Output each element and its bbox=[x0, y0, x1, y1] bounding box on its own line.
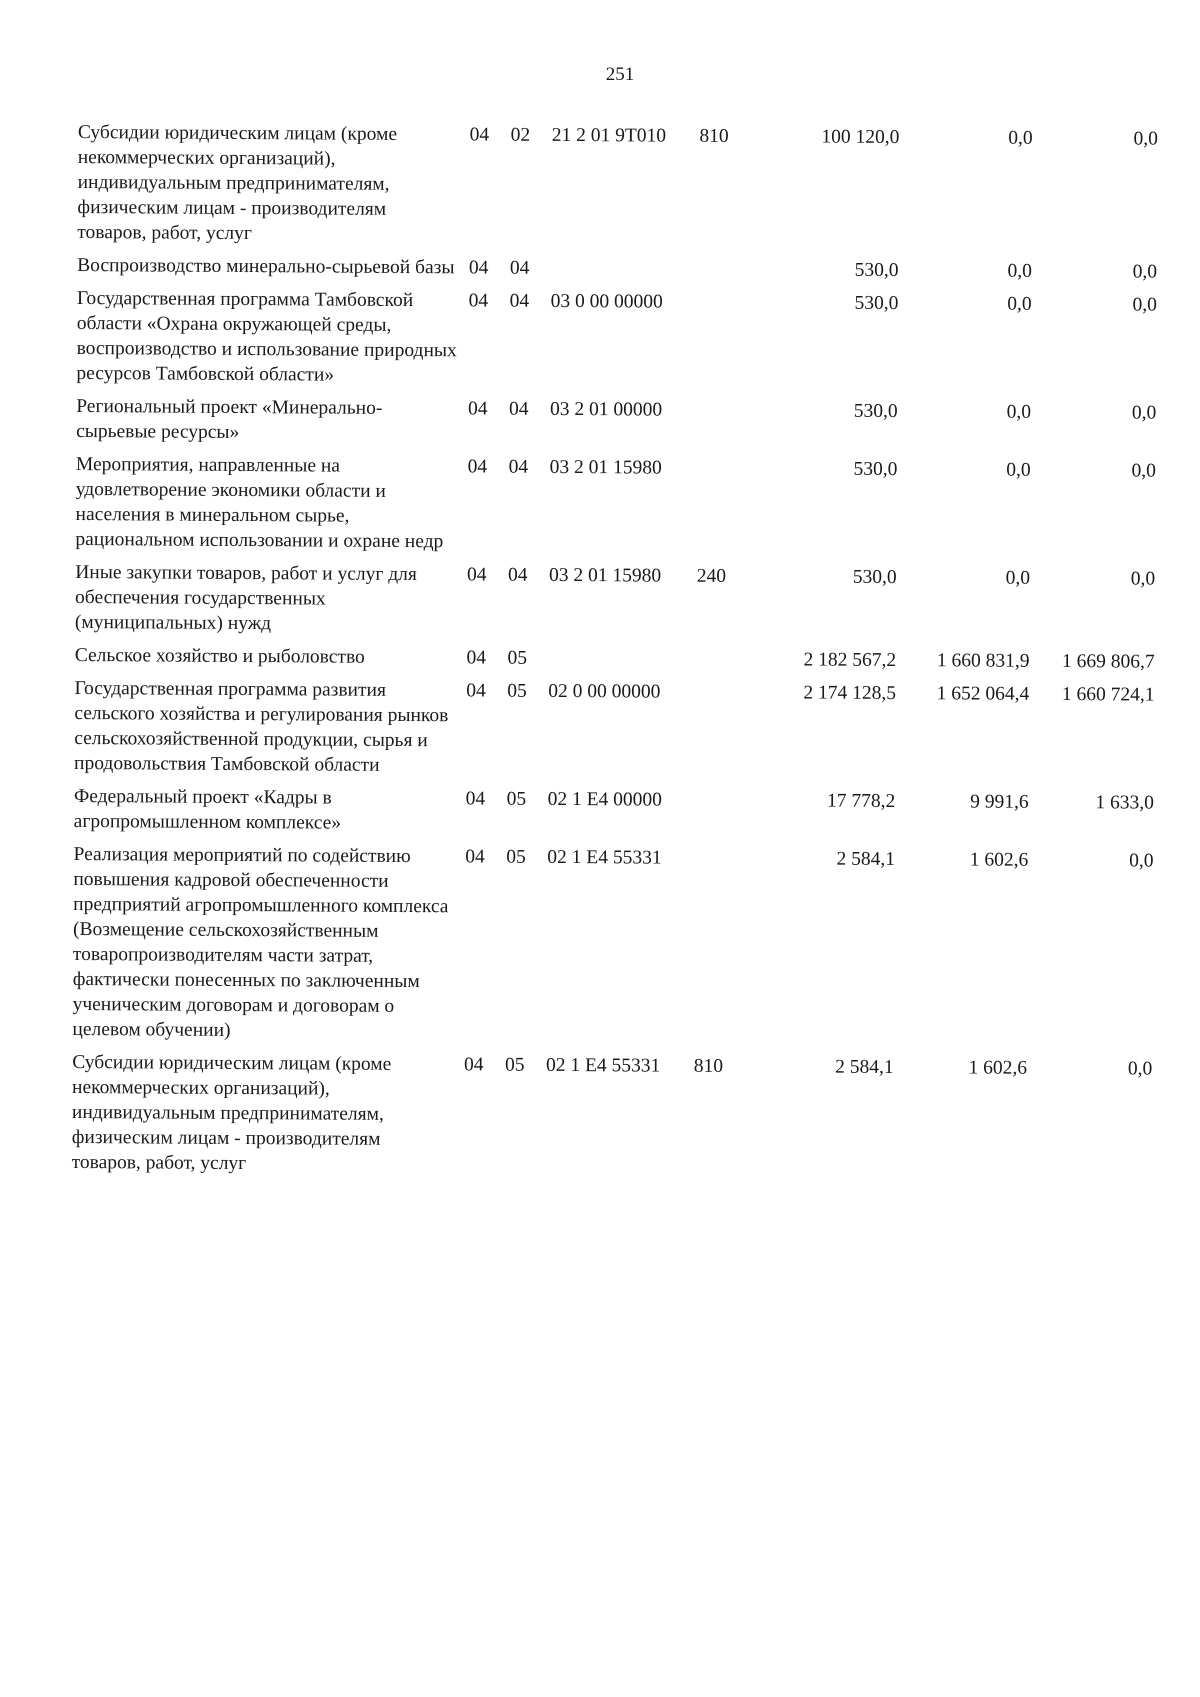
row-target-article bbox=[548, 646, 696, 680]
row-section: 04 bbox=[465, 846, 485, 868]
row-name: Воспроизводство минерально-сырьевой базы bbox=[77, 254, 455, 279]
row-subsection: 05 bbox=[507, 647, 528, 669]
row-amount-year1: 17 778,2 bbox=[827, 790, 896, 813]
row-section: 04 bbox=[469, 124, 490, 146]
row-name: Субсидии юридическим лицам (кроме некоммерческих организаций), индивидуальным предпринимателям, физическим лицам - производителям товаров, работ, услуг bbox=[71, 1051, 392, 1175]
row-amount-year3: 0,0 bbox=[1130, 568, 1156, 590]
row-amount-year3: 1 660 724,1 bbox=[1061, 684, 1155, 706]
row-section: 04 bbox=[465, 788, 486, 810]
row-expense-type: 240 bbox=[696, 565, 727, 587]
row-amount-year3: 1 633,0 bbox=[1095, 792, 1154, 814]
row-expense-type bbox=[697, 398, 749, 456]
row-target-article: 02 1 Е4 55331 bbox=[545, 1054, 661, 1077]
row-amount-year2: 0,0 bbox=[1008, 127, 1033, 149]
row-amount-year2: 1 652 064,4 bbox=[936, 683, 1030, 705]
row-expense-type bbox=[698, 257, 749, 290]
row-target-article bbox=[551, 256, 699, 290]
table-row bbox=[72, 842, 1153, 1057]
table-row bbox=[76, 394, 1156, 459]
row-amount-year2: 1 602,6 bbox=[968, 1057, 1028, 1079]
row-expense-type: 810 bbox=[693, 1055, 724, 1077]
row-target-article: 03 2 01 15980 bbox=[549, 456, 662, 479]
row-amount-year2: 0,0 bbox=[1005, 567, 1031, 589]
row-amount-year1: 530,0 bbox=[852, 566, 897, 589]
row-amount-year1: 530,0 bbox=[854, 259, 899, 282]
row-target-article: 21 2 01 9Т010 bbox=[551, 124, 667, 147]
row-amount-year3: 0,0 bbox=[1132, 261, 1158, 283]
row-expense-type bbox=[698, 290, 750, 398]
row-subsection: 04 bbox=[508, 398, 529, 420]
row-name: Сельское хозяйство и рыболовство bbox=[74, 644, 365, 668]
row-section: 04 bbox=[468, 290, 489, 312]
row-amount-year2: 0,0 bbox=[1006, 401, 1032, 423]
row-expense-type bbox=[696, 647, 747, 680]
row-expense-type bbox=[695, 788, 747, 846]
row-amount-year3: 0,0 bbox=[1129, 850, 1154, 872]
row-amount-year2: 0,0 bbox=[1007, 293, 1032, 315]
row-amount-year2: 9 991,6 bbox=[970, 791, 1029, 813]
row-amount-year1: 2 584,1 bbox=[836, 848, 896, 871]
row-section: 04 bbox=[466, 564, 487, 586]
row-subsection: 05 bbox=[504, 1054, 525, 1076]
row-subsection: 04 bbox=[508, 456, 529, 478]
table-row bbox=[74, 676, 1155, 791]
row-subsection: 04 bbox=[507, 564, 528, 586]
table-row bbox=[75, 452, 1156, 567]
row-target-article: 03 2 01 15980 bbox=[548, 564, 662, 587]
row-target-article: 03 2 01 00000 bbox=[549, 398, 663, 421]
row-expense-type bbox=[695, 680, 747, 788]
row-amount-year3: 0,0 bbox=[1131, 460, 1156, 482]
row-expense-type: 810 bbox=[699, 125, 729, 147]
row-target-article: 03 0 00 00000 bbox=[550, 290, 663, 313]
row-section: 04 bbox=[466, 680, 486, 702]
row-name: Иные закупки товаров, работ и услуг для обеспечения государственных (муниципальных) нужд bbox=[74, 561, 417, 635]
row-amount-year2: 0,0 bbox=[1007, 260, 1032, 282]
row-amount-year2: 0,0 bbox=[1006, 459, 1031, 481]
row-subsection: 02 bbox=[510, 124, 531, 146]
row-section: 04 bbox=[467, 398, 488, 420]
row-amount-year1: 530,0 bbox=[853, 458, 898, 481]
row-subsection: 04 bbox=[509, 257, 530, 279]
row-subsection: 04 bbox=[509, 290, 530, 312]
row-name: Мероприятия, направленные на удовлетворение экономики области и населения в минеральном сырье, рациональном использовании и охране недр bbox=[75, 453, 444, 553]
row-amount-year1: 100 120,0 bbox=[821, 126, 900, 149]
row-amount-year1: 2 182 567,2 bbox=[803, 649, 897, 672]
row-expense-type bbox=[694, 846, 747, 1054]
table-row bbox=[77, 120, 1158, 260]
row-expense-type bbox=[697, 456, 749, 564]
row-amount-year2: 1 660 831,9 bbox=[936, 650, 1030, 672]
row-name: Реализация мероприятий по содействию повышения кадровой обеспеченности предприятий агропромышленного комплекса (Возмещение сельскохозяйственным товаропроизводителям части затрат, фактически понесенных по заключенным ученическим договорам и договорам о целевом обучении) bbox=[72, 843, 449, 1041]
table-row bbox=[74, 784, 1154, 849]
row-section: 04 bbox=[463, 1054, 484, 1076]
table-row bbox=[75, 560, 1155, 650]
budget-table-body bbox=[72, 120, 1158, 1190]
row-subsection: 05 bbox=[506, 788, 527, 810]
row-amount-year3: 1 669 806,7 bbox=[1062, 651, 1155, 673]
row-amount-year3: 0,0 bbox=[1132, 294, 1157, 316]
row-subsection: 05 bbox=[507, 680, 527, 702]
row-target-article: 02 1 Е4 00000 bbox=[547, 788, 663, 811]
row-target-article: 02 1 Е4 55331 bbox=[547, 846, 662, 869]
row-name: Региональный проект «Минерально-сырьевые ресурсы» bbox=[76, 395, 383, 443]
row-name: Государственная программа Тамбовской области «Охрана окружающей среды, воспроизводство и использование природных ресурсов Тамбовской области» bbox=[76, 287, 457, 386]
row-name: Субсидии юридическим лицам (кроме некоммерческих организаций), индивидуальным предпринимателям, физическим лицам - производителям товаров, работ, услуг bbox=[77, 121, 398, 245]
row-subsection: 05 bbox=[506, 846, 526, 868]
table-row bbox=[72, 1050, 1153, 1190]
page-number: 251 bbox=[605, 64, 635, 85]
row-amount-year3: 0,0 bbox=[1131, 402, 1157, 424]
row-amount-year1: 2 174 128,5 bbox=[803, 682, 897, 705]
row-section: 04 bbox=[468, 257, 489, 279]
row-name: Государственная программа развития сельского хозяйства и регулирования рынков сельскохозяйственной продукции, сырья и продовольствия Тамбовской области bbox=[74, 677, 449, 776]
row-amount-year1: 530,0 bbox=[854, 292, 899, 315]
row-section: 04 bbox=[466, 647, 487, 669]
row-target-article: 02 0 00 00000 bbox=[548, 680, 661, 703]
row-amount-year3: 0,0 bbox=[1133, 128, 1158, 150]
row-name: Федеральный проект «Кадры в агропромышленном комплексе» bbox=[73, 785, 342, 834]
row-amount-year1: 2 584,1 bbox=[835, 1056, 894, 1079]
table-row bbox=[76, 286, 1157, 401]
budget-table bbox=[72, 120, 1158, 1190]
row-section: 04 bbox=[467, 456, 488, 478]
row-amount-year3: 0,0 bbox=[1127, 1058, 1153, 1080]
row-amount-year1: 530,0 bbox=[853, 400, 898, 423]
row-amount-year2: 1 602,6 bbox=[969, 849, 1029, 871]
